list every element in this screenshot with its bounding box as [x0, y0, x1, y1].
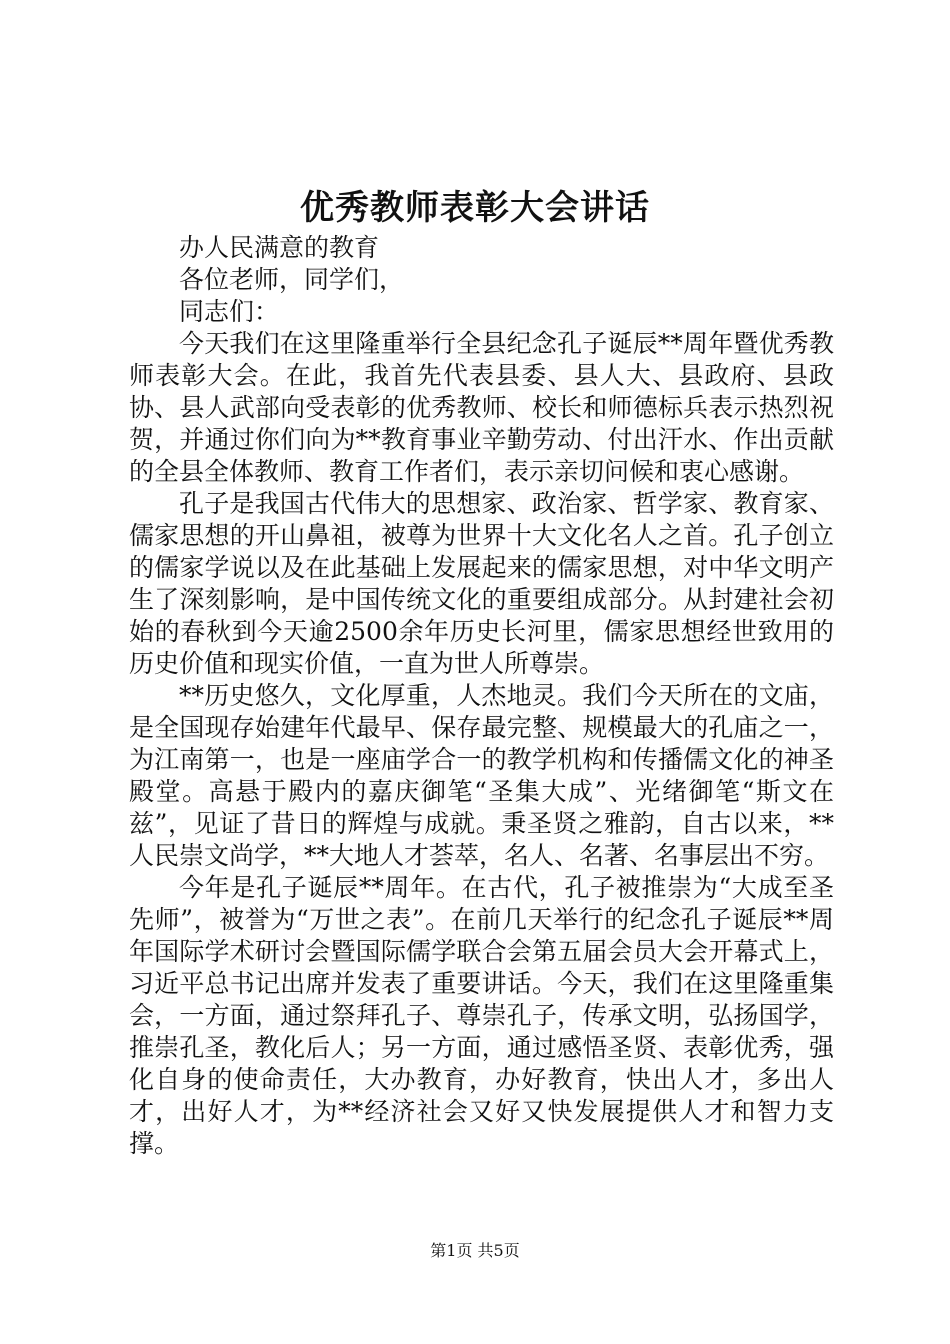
paragraph-heading: 办人民满意的教育: [179, 233, 380, 262]
paragraph-salutation: 各位老师，同学们，: [179, 265, 405, 294]
paragraph-body: 孔子是我国古代伟大的思想家、政治家、哲学家、教育家、儒家思想的开山鼻祖，被尊为世界十大文化名人之首。孔子创立的儒家学说以及在此基础上发展起来的儒家思想，对中华文明产生了深刻影响，是中国传统文化的重要组成部分。从封建社会初始的春秋到今天逾2500余年历史长河里，儒家思想经世致用的历史价值和现实价值，一直为世人所尊崇。: [129, 489, 834, 678]
paragraph-body: 今年是孔子诞辰**周年。在古代，孔子被推崇为“大成至圣先师”，被誉为“万世之表”。在前几天举行的纪念孔子诞辰**周年国际学术研讨会暨国际儒学联合会第五届会员大会开幕式上，习近平总书记出席并发表了重要讲话。今天，我们在这里隆重集会，一方面，通过祭拜孔子、尊崇孔子，传承文明，弘扬国学，推崇孔圣，教化后人；另一方面，通过感悟圣贤、表彰优秀，强化自身的使命责任，大办教育，办好教育，快出人才，多出人才，出好人才，为**经济社会又好又快发展提供人才和智力支撑。: [129, 873, 834, 1158]
paragraph-body: **历史悠久，文化厚重，人杰地灵。我们今天所在的文庙，是全国现存始建年代最早、保存最完整、规模最大的孔庙之一，为江南第一，也是一座庙学合一的教学机构和传播儒文化的神圣殿堂。高悬于殿内的嘉庆御笔“圣集大成”、光绪御笔“斯文在兹”，见证了昔日的辉煌与成就。秉圣贤之雅韵，自古以来，**人民崇文尚学，**大地人才荟萃，名人、名著、名事层出不穷。: [129, 681, 834, 870]
document-title: 优秀教师表彰大会讲话: [300, 188, 650, 228]
page-number: 第1页 共5页: [430, 1241, 520, 1260]
paragraph-body: 今天我们在这里隆重举行全县纪念孔子诞辰**周年暨优秀教师表彰大会。在此，我首先代表县委、县人大、县政府、县政协、县人武部向受表彰的优秀教师、校长和师德标兵表示热烈祝贺，并通过你们向为**教育事业辛勤劳动、付出汗水、作出贡献的全县全体教师、教育工作者们，表示亲切问候和衷心感谢。: [129, 329, 834, 486]
document-body: [129, 232, 834, 1160]
paragraph-salutation-2: 同志们：: [179, 297, 280, 326]
